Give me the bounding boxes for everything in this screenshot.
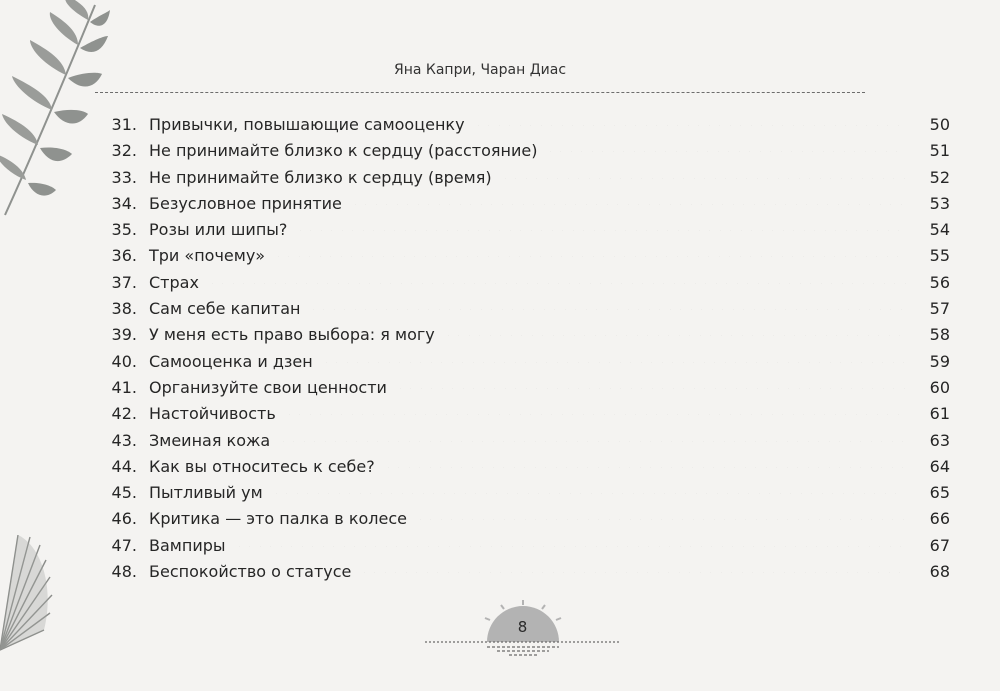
- dot-leader: [383, 467, 906, 468]
- toc-entry-page: 58: [929, 325, 950, 345]
- palm-leaf-icon: [0, 535, 55, 655]
- toc-entry: [95, 480, 950, 506]
- toc-entry: [95, 375, 950, 401]
- toc-entry-number: 35.: [111, 220, 137, 240]
- toc-entry: [95, 296, 950, 322]
- dot-leader: [500, 178, 906, 179]
- toc-entry-page: 68: [929, 562, 950, 582]
- leaf-branch-icon: [0, 0, 110, 220]
- toc-entry-number: 44.: [111, 456, 137, 476]
- toc-entry-number: 48.: [111, 562, 137, 582]
- toc-entry: [95, 533, 950, 559]
- dot-leader: [545, 151, 906, 152]
- toc-entry-page: 67: [929, 535, 950, 555]
- toc-entry-title: Самооценка и дзен: [149, 351, 313, 371]
- dot-leader: [273, 256, 906, 257]
- toc-entry-title: Беспокойство о статусе: [149, 562, 352, 582]
- toc-entry-title: Как вы относитесь к себе?: [149, 456, 375, 476]
- toc-entry: [95, 243, 950, 269]
- toc-entry-number: 47.: [111, 535, 137, 555]
- toc-entry-number: 43.: [111, 430, 137, 450]
- toc-entry-number: 31.: [111, 115, 137, 134]
- toc-entry-page: 59: [929, 351, 950, 371]
- toc-entry: [95, 559, 950, 585]
- toc-entry-title: Сам себе капитан: [149, 299, 301, 319]
- toc-entry: [95, 506, 950, 532]
- toc-entry-page: 65: [929, 483, 950, 503]
- dot-leader: [321, 362, 906, 363]
- toc-entry: [95, 270, 950, 296]
- toc-entry-title: Привычки, повышающие самооценку: [149, 115, 465, 134]
- dot-leader: [415, 519, 906, 520]
- toc-entry-number: 32.: [111, 141, 137, 161]
- toc-entry-page: 60: [929, 377, 950, 397]
- toc-entry-number: 38.: [111, 299, 137, 319]
- dot-leader: [395, 388, 906, 389]
- running-header: [95, 62, 865, 93]
- toc-entry-title: Пытливый ум: [149, 483, 263, 503]
- toc-entry-page: 61: [929, 404, 950, 424]
- toc-entry-title: Настойчивость: [149, 404, 276, 424]
- dot-leader: [284, 414, 906, 415]
- toc-entry-number: 45.: [111, 483, 137, 503]
- toc-entry-page: 56: [929, 272, 950, 292]
- toc-entry-page: 50: [929, 115, 950, 134]
- toc-entry: [95, 401, 950, 427]
- toc-entry-page: 66: [929, 509, 950, 529]
- toc-entry-title: Не принимайте близко к сердцу (время): [149, 167, 492, 187]
- toc-entry-page: 55: [929, 246, 950, 266]
- dot-leader: [234, 546, 907, 547]
- dot-leader: [443, 335, 906, 336]
- toc-entry-number: 39.: [111, 325, 137, 345]
- toc-entry-title: Розы или шипы?: [149, 220, 288, 240]
- toc-entry-title: Не принимайте близко к сердцу (расстояние): [149, 141, 538, 161]
- toc-entry: [95, 322, 950, 348]
- dot-leader: [295, 230, 906, 231]
- page-footer: [425, 600, 620, 660]
- toc-entry-number: 42.: [111, 404, 137, 424]
- dot-leader: [350, 204, 906, 205]
- toc-entry: [95, 349, 950, 375]
- toc-entry-page: 54: [929, 220, 950, 240]
- toc-entry: [95, 454, 950, 480]
- toc-entry: [95, 165, 950, 191]
- dot-leader: [359, 572, 906, 573]
- table-of-contents: [95, 112, 950, 585]
- toc-entry-title: У меня есть право выбора: я могу: [149, 325, 435, 345]
- dot-leader: [207, 283, 906, 284]
- toc-entry-number: 46.: [111, 509, 137, 529]
- toc-entry: [95, 191, 950, 217]
- toc-entry: [95, 112, 950, 138]
- toc-entry-title: Змеиная кожа: [149, 430, 271, 450]
- toc-entry-page: 51: [929, 141, 950, 161]
- toc-entry-page: 53: [929, 193, 950, 213]
- toc-entry-title: Критика — это палка в колесе: [149, 509, 407, 529]
- toc-entry-number: 37.: [111, 272, 137, 292]
- toc-entry: [95, 217, 950, 243]
- toc-entry-number: 33.: [111, 167, 137, 187]
- toc-entry: [95, 428, 950, 454]
- dot-leader: [278, 441, 906, 442]
- toc-entry-title: Безусловное принятие: [149, 193, 342, 213]
- toc-entry-title: Страх: [149, 272, 199, 292]
- toc-entry-title: Вампиры: [149, 535, 226, 555]
- toc-entry-number: 36.: [111, 246, 137, 266]
- toc-entry-title: Три «почему»: [149, 246, 266, 266]
- dot-leader: [308, 309, 906, 310]
- header-authors: Яна Капри, Чаран Диас: [393, 62, 567, 78]
- toc-entry-page: 52: [929, 167, 950, 187]
- toc-entry-number: 34.: [111, 193, 137, 213]
- dot-leader: [271, 493, 906, 494]
- toc-entry-number: 41.: [111, 377, 137, 397]
- toc-entry-page: 64: [929, 456, 950, 476]
- toc-entry-number: 40.: [111, 351, 137, 371]
- toc-entry-page: 57: [929, 299, 950, 319]
- page-number: 8: [517, 618, 528, 636]
- toc-entry: [95, 138, 950, 164]
- toc-entry-title: Организуйте свои ценности: [149, 377, 387, 397]
- dot-leader: [473, 125, 906, 126]
- toc-entry-page: 63: [929, 430, 950, 450]
